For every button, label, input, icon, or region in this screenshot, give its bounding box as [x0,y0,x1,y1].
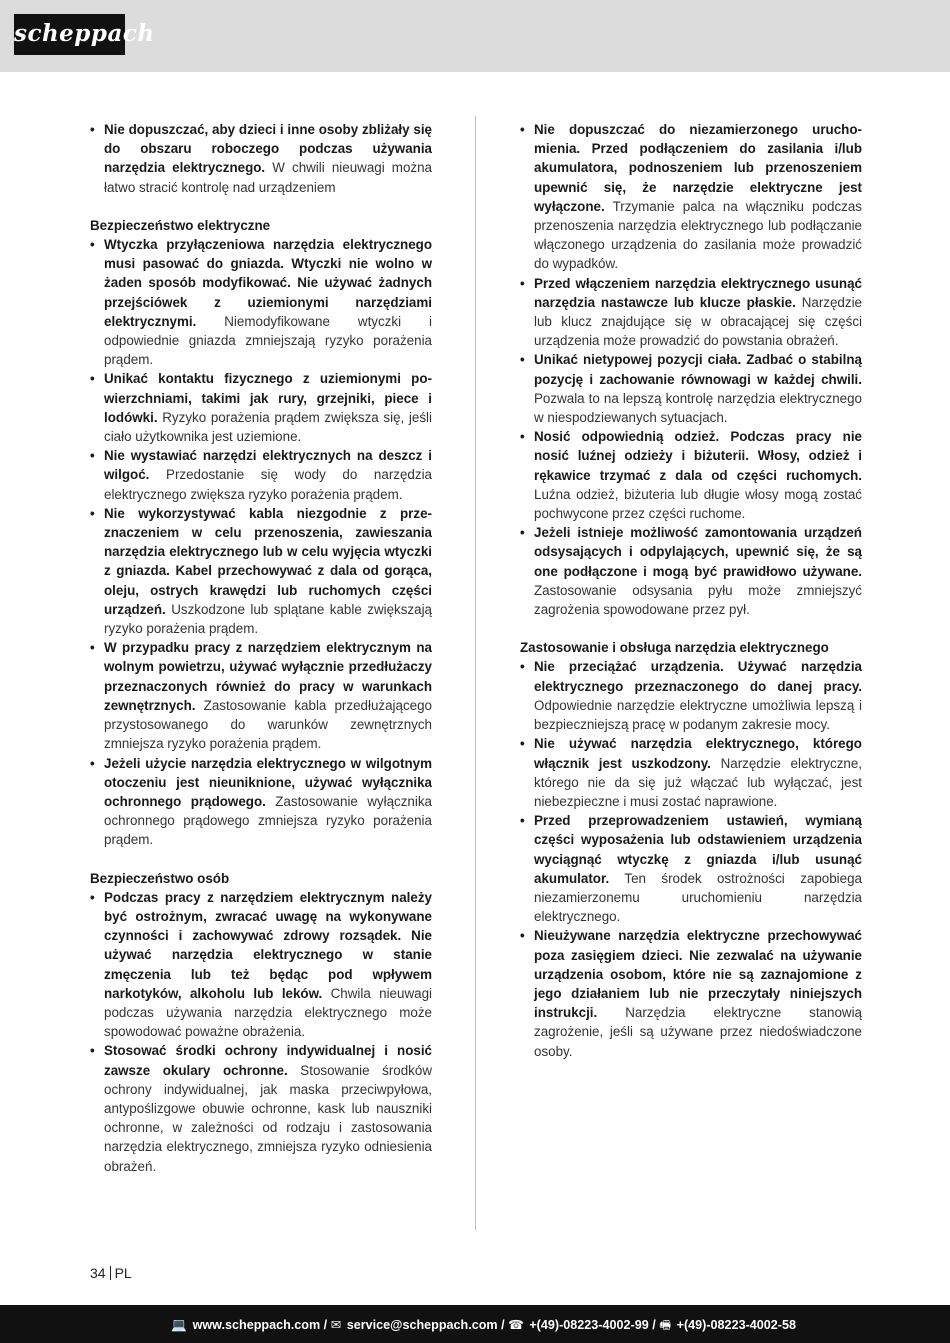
scheppach-logo: scheppach [14,14,125,55]
left-column [90,120,432,1176]
list-item: • Wtyczka przyłączeniowa narzędzia elektrycznego musi pasować do gniazda. Wtyczki nie wolno w żaden sposób modyfikować. Nie używać żadnych przejściówek z uziemionymi narzędziami elektrycznymi. Niemodyfikowane wtyczki i odpowiednie gniazda zmniejszają ryzyko porażenia prądem. [90,235,432,369]
email-icon: ✉ [330,1318,342,1332]
section-heading-electrical: Bezpieczeństwo elektryczne [90,217,271,233]
list-item: • W przypadku pracy z narzędziem elektrycznym na wolnym powietrzu, używać wyłącznie przedłużaczy przeznaczonych również do pracy w warunkach zewnętrznych. Zastosowanie kabla przedłużającego przystosowanego do warunków zewnętrznych zmniejsza ryzyko porażenia prądem. [90,638,432,753]
section-heading-usage: Zastosowanie i obsługa narzędzia elektrycznego [520,640,829,656]
list-item: • Nie dopuszczać do niezamierzonego uruchomienia. Przed podłączeniem do zasilania i/lub akumulatora, podnoszeniem lub przenoszeniem upewnić się, że narzędzie elektryczne jest wyłączone. Trzymanie palca na włączniku podczas przenoszenia narzędzia elektrycznego lub podłączanie włączonego urządzenia do zasilania może prowadzić do wypadków. [520,120,862,274]
list-item: • Przed włączeniem narzędzia elektrycznego usunąć narzędzia nastawcze lub klucze płaskie. Narzędzie lub klucz znajdujące się w obracającej się części urządzenia może prowadzić do powstania obrażeń. [520,274,862,351]
footer-website-link[interactable]: www.scheppach.com [192,1318,321,1332]
list-item: • Nie dopuszczać, aby dzieci i inne osoby zbliżały się do obszaru roboczego podczas używania narzędzia elektrycznego. W chwili nieuwagi można łatwo stracić kontrolę nad urządzeniem [90,120,432,197]
list-item: • Nie przeciążać urządzenia. Używać narzędzia elektrycznego przeznaczonego do danej pracy. Odpowiednie narzędzie elektryczne umożliwia lepszą i bezpieczniejszą pracę w podanym zakresie mocy. [520,657,862,734]
footer-band [0,1305,950,1343]
list-item: • Unikać kontaktu fizycznego z uziemionymi powierzchniami, takimi jak rury, grzejniki, piece i lodówki. Ryzyko porażenia prądem zwiększa się, jeśli ciało użytkownika jest uziemione. [90,369,432,446]
fax-icon: 🖷 [659,1318,672,1332]
computer-icon: 💻 [171,1318,188,1332]
personal-bullet-list-continued [520,120,862,619]
list-item: • Nosić odpowiednią odzież. Podczas pracy nie nosić luźnej odzieży i biżuterii. Włosy, odzież i rękawice trzymać z dala od części ruchomych. Luźna odzież, biżuteria lub długie włosy mogą zostać pochwycone przez części ruchome. [520,427,862,523]
list-item: • Nie używać narzędzia elektrycznego, którego włącznik jest uszkodzony. Narzędzie elektryczne, którego nie da się już włączać lub wyłączać, jest niebezpieczne i musi zostać naprawione. [520,734,862,811]
phone-icon: ☎ [508,1318,524,1332]
personal-bullet-list [90,888,432,1176]
list-item: • Stosować środki ochrony indywidualnej i nosić zawsze okulary ochronne. Stosowanie środków ochrony indywidualnej, jak maska przeciwpyłowa, antypoślizgowe obuwie ochronne, kask lub nauszniki ochronne, w zależności od rodzaju i zastosowania narzędzia elektrycznego, zmniejsza ryzyko odniesienia obrażeń. [90,1041,432,1175]
list-item: • Unikać nietypowej pozycji ciała. Zadbać o stabilną pozycję i zachowanie równowagi w każdej chwili. Pozwala to na lepszą kontrolę narzędzia elektrycznego w niespodziewanych sytuacjach. [520,350,862,427]
list-item: • Nie wystawiać narzędzi elektrycznych na deszcz i wilgoć. Przedostanie się wody do narzędzia elektrycznego zwiększa ryzyko porażenia prądem. [90,446,432,504]
intro-bullet-list [90,120,432,197]
footer-contact [171,1316,796,1337]
page-number-value: 34 [90,1265,106,1281]
footer-email-link[interactable]: service@scheppach.com [346,1318,498,1332]
list-item: • Nieużywane narzędzia elektryczne przechowywać poza zasięgiem dzieci. Nie zezwalać na używanie urządzenia osobom, które nie są zaznajomione z jego działaniem lub nie przeczytały niniejszych instrukcji. Narzędzia elektryczne stanowią zagrożenie, jeśli są używane przez niedoświadczone osoby. [520,926,862,1060]
header-band [0,0,950,72]
list-item: • Podczas pracy z narzędziem elektrycznym należy być ostrożnym, zwracać uwagę na wykonywane czynności i zachowywać zdrowy rozsądek. Nie używać narzędzia elektrycznego w stanie zmęczenia lub też będąc pod wpływem narkotyków, alkoholu lub leków. Chwila nieuwagi podczas używania narzędzia elektrycznego może spowodować poważne obrażenia. [90,888,432,1042]
footer-separator: / [648,1318,660,1332]
footer-separator: / [320,1318,331,1332]
list-item: • Nie wykorzystywać kabla niezgodnie z przeznaczeniem w celu przenoszenia, zawieszania narzędzia elektrycznego lub w celu wyjęcia wtyczki z gniazda. Kabel przechowywać z dala od gorąca, oleju, ostrych krawędzi lub ruchomych części urządzeń. Uszkodzone lub splątane kable zwiększają ryzyko porażenia prądem. [90,504,432,638]
page-language: PL [114,1265,132,1281]
usage-bullet-list [520,657,862,1060]
footer-phone: +(49)-08223-4002-99 [529,1318,649,1332]
list-item: • Jeżeli użycie narzędzia elektrycznego w wilgotnym otoczeniu jest nieuniknione, używać wyłącznika ochronnego prądowego. Zastosowanie wyłącznika ochronnego prądowego zmniejsza ryzyko porażenia prądem. [90,754,432,850]
right-column [520,120,862,1061]
footer-fax: +(49)-08223-4002-58 [676,1318,796,1332]
section-heading-personal: Bezpieczeństwo osób [90,870,230,886]
list-item: • Przed przeprowadzeniem ustawień, wymianą części wyposażenia lub odstawieniem urządzenia wyciągnąć wtyczkę z gniazda i/lub usunąć akumulator. Ten środek ostrożności zapobiega niezamierzonemu uruchomieniu narzędzia elektrycznego. [520,811,862,926]
electrical-bullet-list [90,235,432,850]
footer-separator: / [497,1318,509,1332]
column-divider [475,116,476,1230]
list-item: • Jeżeli istnieje możliwość zamontowania urządzeń odsysających i odpylających, upewnić się, że są one podłączone i mogą być prawidłowo używane. Zastosowanie odsysania pyłu może zmniejszyć zagrożenia spowodowane przez pył. [520,523,862,619]
page-number-separator [110,1266,111,1280]
page-number [90,1265,132,1281]
